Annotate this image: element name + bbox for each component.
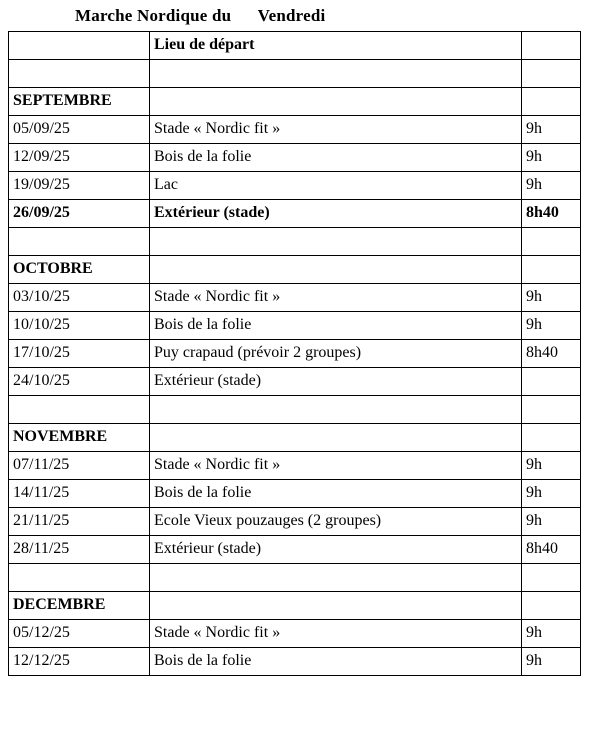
table-spacer-row: [9, 396, 581, 424]
row-time: [522, 396, 581, 424]
month-label: SEPTEMBRE: [9, 88, 150, 116]
row-time: 8h40: [522, 536, 581, 564]
row-place: [150, 88, 522, 116]
row-date: [9, 396, 150, 424]
row-place: Bois de la folie: [150, 312, 522, 340]
table-row: [9, 620, 581, 648]
header-cell-place: Lieu de départ: [150, 32, 522, 60]
row-date: 26/09/25: [9, 200, 150, 228]
row-date: 19/09/25: [9, 172, 150, 200]
row-place: Puy crapaud (prévoir 2 groupes): [150, 340, 522, 368]
month-label: DECEMBRE: [9, 592, 150, 620]
month-label: OCTOBRE: [9, 256, 150, 284]
row-place: Bois de la folie: [150, 648, 522, 676]
row-place: Stade « Nordic fit »: [150, 452, 522, 480]
row-time: 9h: [522, 116, 581, 144]
table-row: [9, 508, 581, 536]
row-place: Extérieur (stade): [150, 200, 522, 228]
row-date: 12/09/25: [9, 144, 150, 172]
row-place: [150, 424, 522, 452]
row-time: [522, 368, 581, 396]
table-row: [9, 340, 581, 368]
table-row: [9, 536, 581, 564]
row-time: 9h: [522, 620, 581, 648]
table-month-row: [9, 592, 581, 620]
row-date: 28/11/25: [9, 536, 150, 564]
row-place: [150, 564, 522, 592]
header-cell-date: [9, 32, 150, 60]
row-place: Bois de la folie: [150, 144, 522, 172]
row-time: 9h: [522, 480, 581, 508]
table-row: [9, 284, 581, 312]
row-place: [150, 592, 522, 620]
row-date: 14/11/25: [9, 480, 150, 508]
row-date: [9, 564, 150, 592]
row-place: Extérieur (stade): [150, 536, 522, 564]
row-time: 9h: [522, 284, 581, 312]
table-row: [9, 648, 581, 676]
row-time: 9h: [522, 508, 581, 536]
row-time: 8h40: [522, 340, 581, 368]
table-month-row: [9, 88, 581, 116]
row-date: 05/09/25: [9, 116, 150, 144]
row-place: Extérieur (stade): [150, 368, 522, 396]
row-place: [150, 396, 522, 424]
table-spacer-row: [9, 564, 581, 592]
row-time: 9h: [522, 312, 581, 340]
row-time: 9h: [522, 452, 581, 480]
month-label: NOVEMBRE: [9, 424, 150, 452]
table-spacer-row: [9, 228, 581, 256]
row-place: [150, 256, 522, 284]
row-date: [9, 228, 150, 256]
table-row: [9, 312, 581, 340]
table-row: [9, 144, 581, 172]
row-place: [150, 60, 522, 88]
table-row: [9, 480, 581, 508]
table-month-row: [9, 256, 581, 284]
row-time: [522, 256, 581, 284]
row-time: 9h: [522, 144, 581, 172]
table-row: [9, 452, 581, 480]
row-time: [522, 88, 581, 116]
schedule-table-body: [9, 32, 581, 676]
table-row: [9, 116, 581, 144]
row-place: Stade « Nordic fit »: [150, 116, 522, 144]
row-date: 12/12/25: [9, 648, 150, 676]
table-row: [9, 368, 581, 396]
row-date: 03/10/25: [9, 284, 150, 312]
table-month-row: [9, 424, 581, 452]
table-header-row: [9, 32, 581, 60]
table-row: [9, 172, 581, 200]
row-time: [522, 564, 581, 592]
row-place: [150, 228, 522, 256]
schedule-table: [8, 31, 581, 676]
row-place: Ecole Vieux pouzauges (2 groupes): [150, 508, 522, 536]
row-time: [522, 592, 581, 620]
row-date: 07/11/25: [9, 452, 150, 480]
table-row: [9, 200, 581, 228]
row-time: 8h40: [522, 200, 581, 228]
row-date: 24/10/25: [9, 368, 150, 396]
row-place: Stade « Nordic fit »: [150, 620, 522, 648]
row-time: 9h: [522, 172, 581, 200]
row-date: 10/10/25: [9, 312, 150, 340]
row-time: [522, 424, 581, 452]
row-time: [522, 60, 581, 88]
row-date: 17/10/25: [9, 340, 150, 368]
table-spacer-row: [9, 60, 581, 88]
row-place: Stade « Nordic fit »: [150, 284, 522, 312]
row-date: 05/12/25: [9, 620, 150, 648]
page-title: Marche Nordique du Vendredi: [75, 6, 326, 25]
row-date: [9, 60, 150, 88]
header-cell-time: [522, 32, 581, 60]
row-place: Bois de la folie: [150, 480, 522, 508]
row-date: 21/11/25: [9, 508, 150, 536]
row-time: [522, 228, 581, 256]
row-time: 9h: [522, 648, 581, 676]
row-place: Lac: [150, 172, 522, 200]
